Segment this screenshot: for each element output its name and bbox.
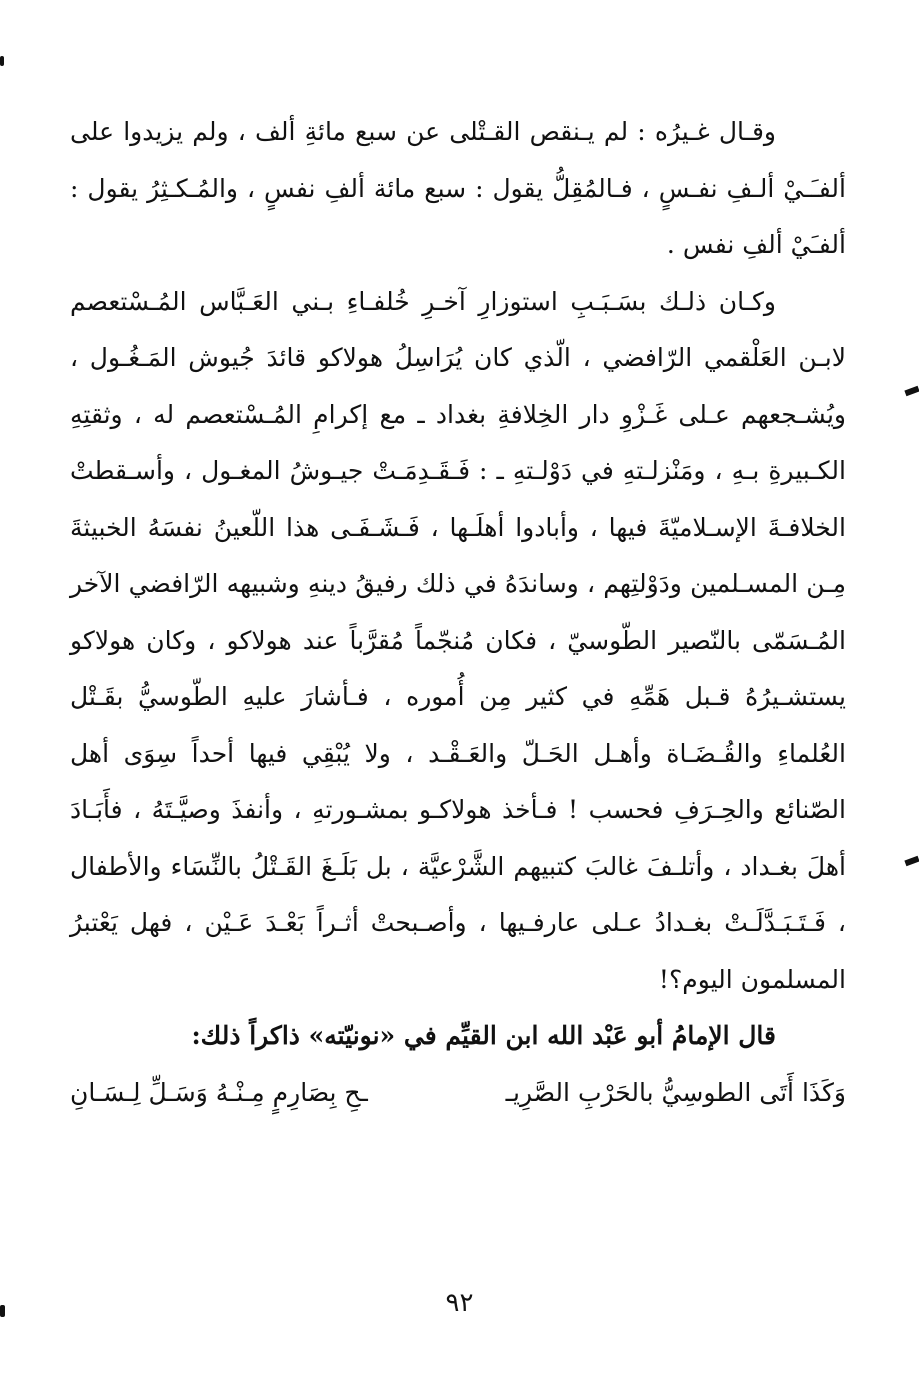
scan-edge-mark [0, 56, 4, 66]
page-number: ٩٢ [445, 1288, 474, 1318]
verse-introduction: قال الإمامُ أبو عَبْد الله ابن القيِّم في «نونيّته» ذاكراً ذلك: [191, 1021, 776, 1050]
body-text [70, 104, 846, 1121]
poem-verse [70, 1065, 846, 1122]
verse-second-hemistich: ـحِ بِصَارِمٍ مِـنْـهُ وَسَـلِّ لِـسَـانِ [70, 1077, 368, 1107]
scan-edge-mark [904, 386, 919, 396]
paragraph-2: وكـان ذلـك بسَـبَـبِ استوزارِ آخـرِ خُلفـاءِ بـني العَـبَّاس المُـسْتعصم لابـن العَلْقمي الرّافضي ، الّذي كان يُرَاسِلُ هولاكو قائدَ جُيوش المَـغُـول ، ويُشـجعهم عـلى غَـزْوِ دار الخِلافةِ بغداد ـ مع إكرامِ المُـسْتعصم له ، وثقتِهِ الكـبيرةِ بـهِ ، ومَنْزلـتهِ في دَوْلـتهِ ـ : فَـقَـدِمَـتْ جيـوشُ المغـول ، وأسـقطتْ الخلافـةَ الإسـلاميّةَ فيها ، وأبادوا أهلَـها ، فَـشَـفَـى هذا اللّعينُ نفسَهُ الخبيثةَ مِـن المسـلمين ودَوْلتِهم ، وساندَهُ في ذلك رفيقُ دينهِ وشبيهه الرّافضي الآخر المُـسَمّى بالنّصير الطّوسيّ ، فكان مُنجّماً مُقرَّباً عند هولاكو ، وكان هولاكو يستشـيرُهُ قـبل هَمِّهِ في كثير مِن أُموره ، فـأشارَ عليهِ الطّوسيُّ بقَـتْل العُلماءِ والقُـضَـاة وأهـل الحَـلّ والعَـقْـد ، ولا يُبْقِي فيها أحداً سِوَى أهل الصّنائع والحِـرَفِ فحسب ! فـأخذ هولاكـو بمشـورتهِ ، وأنفذَ وصيَّـتَهُ ، فأَبَـادَ أهلَ بغـداد ، وأتلـفَ غالبَ كتبيهم الشَّرْعيَّة ، بل بَلَـغَ القَـتْلُ بالنِّسَاء والأطفال ، فَـتَـبَـدَّلَـتْ بغـدادُ عـلى عارفـيها ، وأصـبحتْ أثـراً بَعْـدَ عَـيْن ، فهل يَعْتبرُ المسلمون اليوم؟! [70, 286, 846, 994]
verse-first-hemistich: وَكَذَا أَتَى الطوسِيُّ بالحَرْبِ الصَّرِيـ [505, 1077, 846, 1107]
paragraph-1: وقـال غـيرُه : لم يـنقص القـتْلى عن سبع مائةِ ألف ، ولم يزيدوا على ألفـَـيْ ألـفِ نفـسٍ ، فـالمُقِلُّ يقول : سبع مائة ألفِ نفسٍ ، والمُـكـثِرُ يقول : ألفـَيْ ألفِ نفس . [70, 117, 846, 259]
scan-edge-mark [904, 856, 919, 866]
